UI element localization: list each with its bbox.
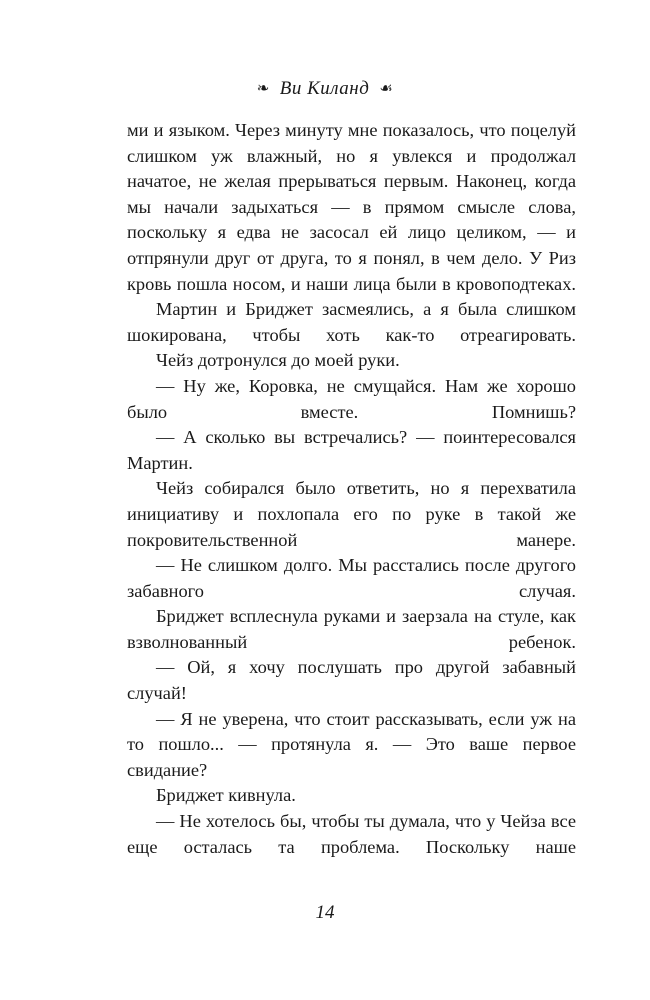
paragraph-9: — Ой, я хочу послушать про другой забавный случай! — [127, 657, 576, 704]
paragraph-5: — А сколько вы встречались? — поинтересовался Мартин. — [127, 427, 576, 473]
paragraph-4: — Ну же, Коровка, не смущайся. Нам же хорошо было вместе. Помнишь? — [127, 375, 576, 422]
paragraph-8: Бриджет всплеснула руками и заерзала на стуле, как взволнованный ребенок. — [127, 606, 576, 652]
ornament-left-icon: ❧ — [256, 81, 270, 97]
page-number: 14 — [315, 902, 335, 923]
paragraph-2: Мартин и Бриджет засмеялись, а я была слишком шокирована, чтобы хоть как-то отреагировать. — [127, 299, 576, 345]
paragraph-1: ми и языком. Через минуту мне показалось, что поцелуй слишком уж влажный, но я увлекся и продолжал начатое, не желая прерываться первым. Наконец, когда мы начали задыхаться — в прямом смысле слова, поскольку я едва не засосал ей лицо целиком, — и отпрянули друг от друга, то я понял, в чем дело. У Риз кровь пошла носом, и наши лица были в кровоподтеках. — [127, 120, 576, 294]
paragraph-12: — Не хотелось бы, чтобы ты думала, что у Чейза все еще осталась та проблема. Поскольку наше — [127, 811, 576, 857]
paragraph-6: Чейз собирался было ответить, но я перехватила инициативу и похлопала его по руке в такой же покровительственной манере. — [127, 478, 576, 550]
paragraph-7: — Не слишком долго. Мы расстались после другого забавного случая. — [127, 555, 576, 601]
running-header — [0, 76, 650, 103]
ornament-right-icon: ☙ — [379, 81, 394, 97]
paragraph-11: Бриджет кивнула. — [156, 785, 296, 806]
body-text — [127, 118, 576, 860]
author-name: Ви Киланд — [279, 78, 370, 99]
paragraph-10: — Я не уверена, что стоит рассказывать, если уж на то пошло... — протянула я. — Это ваше первое свидание? — [127, 708, 576, 780]
paragraph-3: Чейз дотронулся до моей руки. — [156, 350, 400, 371]
